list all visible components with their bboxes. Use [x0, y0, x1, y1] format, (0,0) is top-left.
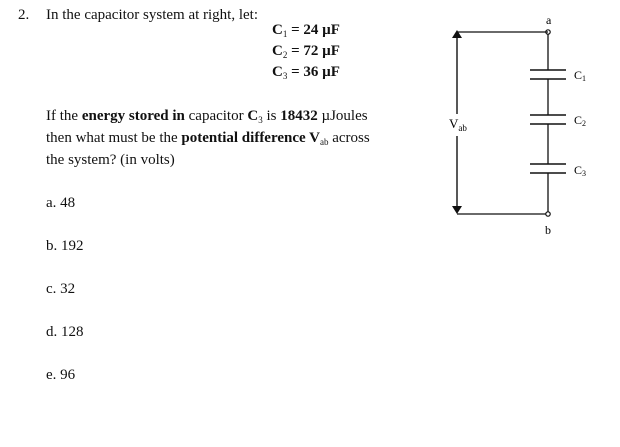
- choice-e[interactable]: e. 96: [46, 367, 76, 383]
- choice-c[interactable]: c. 32: [46, 281, 76, 297]
- given-c3: $C_3 = 36$ µF: [272, 64, 340, 81]
- given-c1: $C_1 = 24$ µF: [272, 22, 340, 39]
- choice-a[interactable]: a. 48: [46, 195, 76, 211]
- node-a-label: a: [546, 13, 552, 27]
- cap-c1-label: C1: [574, 68, 587, 83]
- wire-outer: [457, 32, 548, 214]
- question-intro: In the capacitor system at right, let:: [46, 7, 259, 23]
- choice-b[interactable]: b. 192: [46, 238, 84, 254]
- given-c2: $C_2 = 72$ µF: [272, 43, 340, 60]
- choice-d[interactable]: d. 128: [46, 324, 84, 340]
- node-b-label: b: [545, 223, 551, 237]
- question-line-3: the system? (in volts): [46, 152, 175, 168]
- cap-c2-label: C2: [574, 113, 587, 128]
- question-line-2: then what must be the potential difference $V_{ab}$ across: [46, 130, 370, 147]
- vab-label: $V_{ab}$: [449, 116, 467, 133]
- cap-c3-label: C3: [574, 163, 587, 178]
- question-number: 2.: [18, 7, 30, 23]
- node-b-terminal: [546, 212, 550, 216]
- question-line-1: If the energy stored in capacitor $C_3$ is 18432 µJoules: [46, 108, 368, 125]
